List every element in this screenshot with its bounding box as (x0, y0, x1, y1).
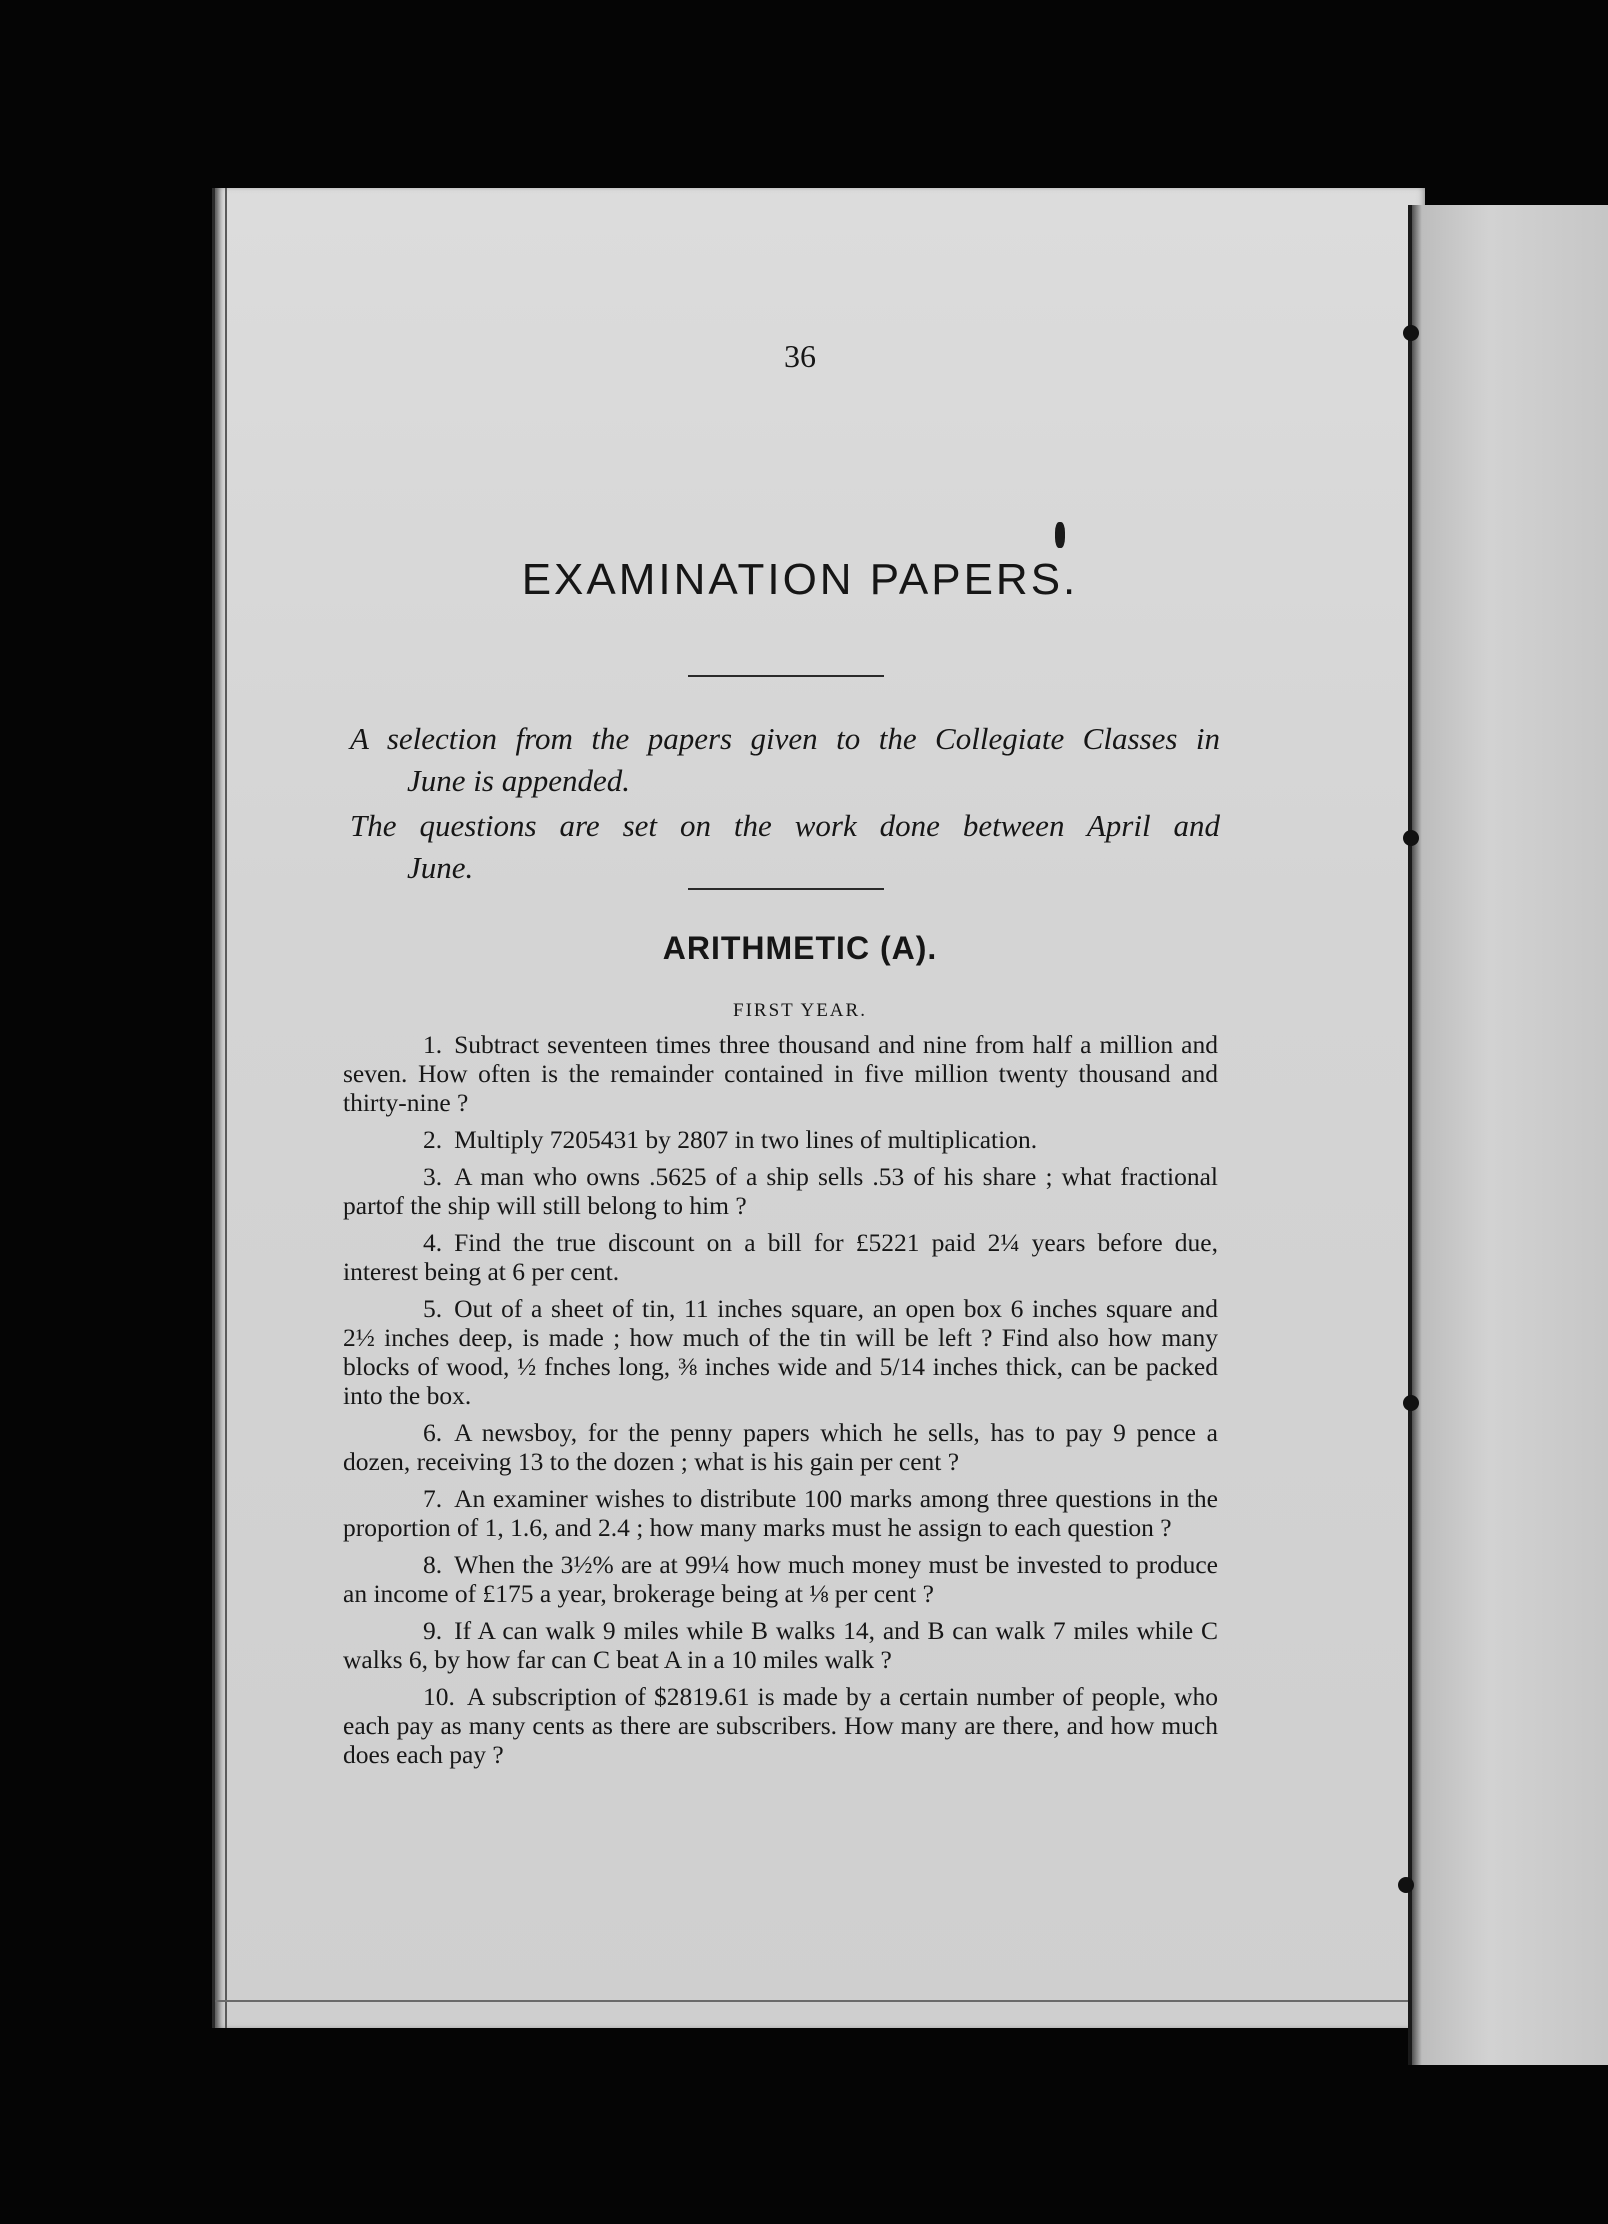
question-text: Subtract seventeen times three thousand and nine from half a million and seven. How often is the remainder contained in five million twenty thousand and thirty-nine ? (343, 1030, 1218, 1117)
intro-line: A selection from the papers given to the Collegiate Classes in (350, 721, 1220, 756)
question-text: Find the true discount on a bill for £5221 paid 2¼ years before due, interest being at 6 per cent. (343, 1228, 1218, 1286)
question-text: A newsboy, for the penny papers which he sells, has to pay 9 pence a dozen, receiving 13 to the dozen ; what is his gain per cent ? (343, 1418, 1218, 1476)
question-text: When the 3½% are at 99¼ how much money must be invested to produce an income of £175 a year, brokerage being at ⅛ per cent ? (343, 1550, 1218, 1608)
page-edge-line (225, 188, 227, 2028)
divider-rule (688, 675, 884, 677)
page-number: 36 (784, 338, 816, 374)
question-number: 6. (423, 1418, 443, 1447)
question-text: An examiner wishes to distribute 100 marks among three questions in the proportion of 1, 1.6, and 2.4 ; how many marks must he assign to each question ? (343, 1484, 1218, 1542)
binding-stitch-mark (1398, 1877, 1414, 1893)
intro-line: The questions are set on the work done between April and (350, 808, 1220, 843)
question-number: 4. (423, 1228, 443, 1257)
section-title: ARITHMETIC (A). (662, 930, 938, 966)
question-number: 3. (423, 1162, 443, 1191)
question-item (343, 1294, 1218, 1410)
question-item (343, 1418, 1218, 1476)
question-number: 1. (423, 1030, 443, 1059)
question-item (343, 1228, 1218, 1286)
question-item (343, 1550, 1218, 1608)
question-item (343, 1682, 1218, 1769)
question-text: If A can walk 9 miles while B walks 14, and B can walk 7 miles while C walks 6, by how far can C beat A in a 10 miles walk ? (343, 1616, 1218, 1674)
page-bottom-edge (215, 2000, 1425, 2002)
question-list (343, 1030, 1218, 1777)
question-item (343, 1125, 1218, 1154)
question-item (343, 1162, 1218, 1220)
ink-smudge (1055, 522, 1065, 548)
question-text: A subscription of $2819.61 is made by a certain number of people, who each pay as many cents as there are subscribers. How many are there, and how much does each pay ? (343, 1682, 1218, 1769)
divider-rule (688, 888, 884, 890)
question-item (343, 1484, 1218, 1542)
question-number: 2. (423, 1125, 443, 1154)
question-number: 8. (423, 1550, 443, 1579)
intro-line: June is appended. (407, 763, 630, 798)
question-text: Out of a sheet of tin, 11 inches square, an open box 6 inches square and 2½ inches deep, is made ; how much of the tin will be left ? Find also how many blocks of wood, ½ fnches long, ⅜ inches wide and 5/14 inches thick, can be packed into the box. (343, 1294, 1218, 1410)
question-number: 10. (423, 1682, 455, 1711)
question-number: 5. (423, 1294, 443, 1323)
question-text: A man who owns .5625 of a ship sells .53 of his share ; what fractional partof the ship will still belong to him ? (343, 1162, 1218, 1220)
question-number: 9. (423, 1616, 443, 1645)
subsection-title: FIRST YEAR. (733, 1000, 867, 1021)
question-number: 7. (423, 1484, 443, 1513)
question-text: Multiply 7205431 by 2807 in two lines of multiplication. (454, 1125, 1038, 1154)
binding-spine (1408, 205, 1412, 2065)
facing-page (1410, 205, 1608, 2065)
page-title: EXAMINATION PAPERS. (521, 555, 1079, 604)
intro-line: June. (407, 850, 474, 885)
binding-stitch-mark (1403, 325, 1419, 341)
question-item (343, 1616, 1218, 1674)
question-item (343, 1030, 1218, 1117)
binding-stitch-mark (1403, 1395, 1419, 1411)
binding-stitch-mark (1403, 830, 1419, 846)
